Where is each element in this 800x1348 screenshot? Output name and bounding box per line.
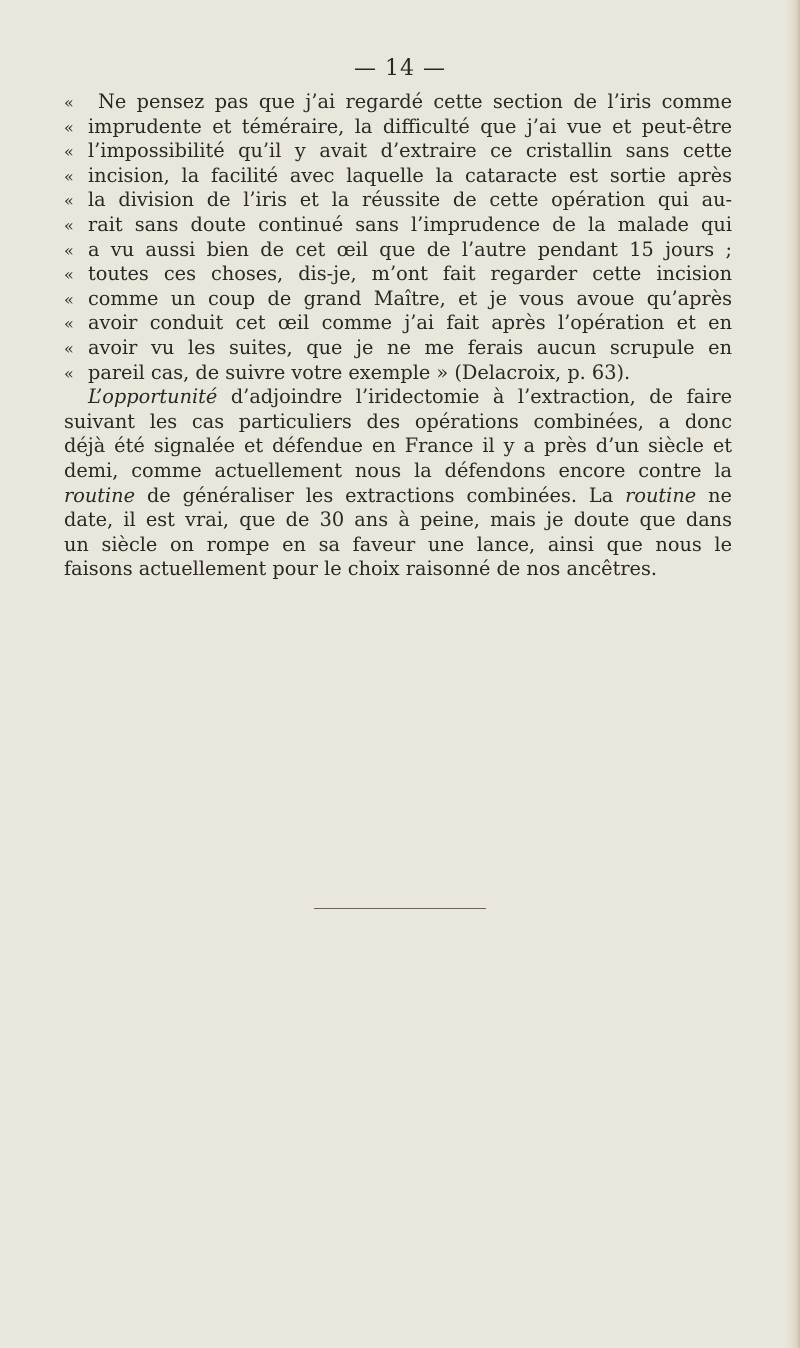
quote-mark: « — [64, 265, 74, 285]
italic-term: routine — [64, 483, 135, 507]
quote-mark: « — [64, 240, 74, 260]
quote-mark: « — [64, 289, 74, 309]
text-line — [64, 484, 732, 509]
line-text: l’impossibilité qu’il y avait d’extraire ce cristallin sans cette — [88, 139, 732, 163]
text-line — [64, 213, 732, 238]
line-text — [64, 484, 732, 508]
text-line — [64, 311, 732, 336]
italic-term: L’opportunité — [88, 385, 218, 409]
text-line — [64, 336, 732, 361]
page-number: — 14 — — [354, 56, 446, 81]
text-line — [64, 188, 732, 213]
page-edge-shadow — [786, 0, 800, 1348]
text-line — [64, 287, 732, 312]
line-text-mid: de généraliser les extractions combinées. La — [146, 483, 614, 507]
text-line — [64, 115, 732, 140]
quote-mark: « — [64, 142, 74, 162]
line-text: comme un coup de grand Maître, et je vous avoue qu’après — [88, 286, 732, 310]
text-line — [64, 139, 732, 164]
text-line — [64, 434, 732, 459]
text-line — [64, 410, 732, 435]
line-text: la division de l’iris et la réussite de cette opération qui au- — [88, 188, 732, 212]
line-text: avoir conduit cet œil comme j’ai fait après l’opération et en — [88, 311, 732, 335]
line-text: date, il est vrai, que de 30 ans à peine, mais je doute que dans — [64, 508, 732, 532]
line-text: déjà été signalée et défendue en France il y a près d’un siècle et — [64, 434, 732, 458]
line-text: avoir vu les suites, que je ne me ferais aucun scrupule en — [88, 335, 732, 359]
line-text: un siècle on rompe en sa faveur une lance, ainsi que nous le — [64, 532, 732, 556]
text-line — [64, 361, 732, 386]
line-text: imprudente et téméraire, la difficulté que j’ai vue et peut-être — [88, 114, 732, 138]
quote-mark: « — [64, 363, 74, 383]
text-line — [64, 164, 732, 189]
text-line — [64, 459, 732, 484]
line-text: rait sans doute continué sans l’imprudence de la malade qui — [88, 212, 732, 236]
line-text: a vu aussi bien de cet œil que de l’autre pendant 15 jours ; — [88, 237, 732, 261]
italic-term: routine — [625, 483, 697, 507]
text-line — [64, 90, 732, 115]
quote-mark: « — [64, 314, 74, 334]
quote-mark: « — [64, 338, 74, 358]
line-text: faisons actuellement pour le choix raisonné de nos ancêtres. — [64, 557, 657, 581]
line-text: demi, comme actuellement nous la défendons encore contre la — [64, 458, 732, 482]
text-line — [64, 557, 732, 582]
quote-mark: « — [64, 215, 74, 235]
line-text: suivant les cas particuliers des opérations combinées, a donc — [64, 409, 732, 433]
line-text — [64, 385, 732, 409]
line-text: Ne pensez pas que j’ai regardé cette section de l’iris comme — [98, 90, 732, 113]
section-divider — [314, 908, 486, 909]
quote-mark: « — [64, 117, 74, 137]
line-text: pareil cas, de suivre votre exemple » (Delacroix, p. 63). — [88, 360, 631, 384]
text-line — [64, 385, 732, 410]
quote-mark: « — [64, 93, 74, 112]
quote-mark: « — [64, 166, 74, 186]
line-text: incision, la facilité avec laquelle la cataracte est sortie après — [88, 163, 732, 187]
text-line — [64, 238, 732, 263]
text-line — [64, 533, 732, 558]
line-text: toutes ces choses, dis-je, m’ont fait regarder cette incision — [88, 262, 732, 286]
text-line — [64, 262, 732, 287]
text-line — [64, 508, 732, 533]
line-text-end: ne — [708, 483, 732, 507]
body-text — [64, 90, 732, 582]
line-text-rest: d’adjoindre l’iridectomie à l’extraction, de faire — [230, 385, 732, 409]
quote-mark: « — [64, 191, 74, 211]
